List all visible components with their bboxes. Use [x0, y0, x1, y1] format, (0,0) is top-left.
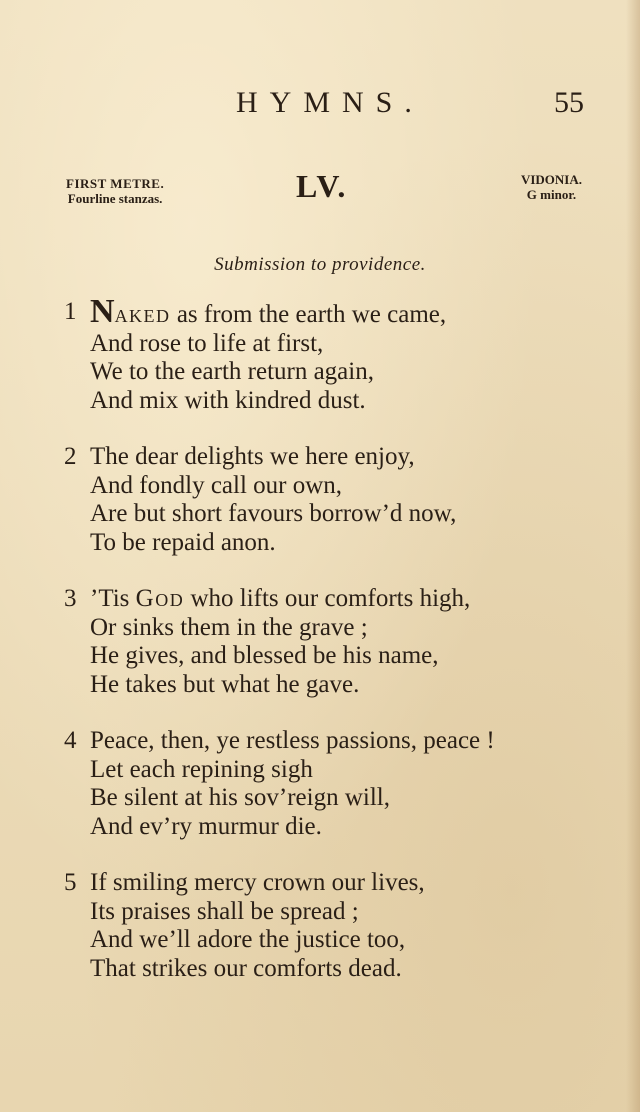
verse-line: We to the earth return again, [90, 358, 374, 385]
verse-line: Or sinks them in the grave ; [90, 613, 368, 641]
stanza [64, 585, 584, 699]
page-number: 55 [554, 86, 584, 119]
verse-line: Let each repining sigh [90, 755, 313, 783]
stanza-number: 3 [64, 585, 77, 612]
verse-line: If smiling mercy crown our lives, [90, 869, 425, 896]
verse-line: The dear delights we here enjoy, [90, 443, 415, 470]
running-head [0, 86, 640, 126]
metre-block [66, 176, 164, 206]
verse-text: ’Tis [90, 585, 136, 612]
stanza-number: 4 [64, 727, 77, 754]
verse-text: as from the earth we came, [170, 301, 447, 328]
small-caps-word: aked [114, 301, 171, 328]
stanza [64, 443, 584, 557]
verse-line: And we’ll adore the justice too, [90, 926, 406, 953]
verse-text: who lifts our comforts high, [184, 585, 471, 612]
verse-line: He takes but what he gave. [90, 670, 360, 698]
stanza-list [64, 293, 584, 1011]
hymn-number: LV. [296, 168, 348, 204]
verse-line: He gives, and blessed be his name, [90, 642, 439, 669]
verse-line: To be repaid anon. [90, 528, 276, 556]
verse-line: Peace, then, ye restless passions, peace ! [90, 727, 495, 754]
drop-cap: N [90, 293, 115, 330]
stanza [64, 293, 584, 415]
verse-line: Its praises shall be spread ; [90, 897, 359, 925]
metre-label: FIRST METRE. [66, 176, 165, 191]
stanza-form-label: Fourline stanzas. [67, 191, 163, 206]
verse-line: Be silent at his sov’reign will, [90, 784, 390, 811]
verse-line: And ev’ry murmur die. [90, 812, 322, 840]
stanza-number: 2 [64, 443, 77, 470]
small-caps-word: God [135, 585, 185, 612]
stanza [64, 727, 584, 841]
running-head-title: HYMNS. [236, 86, 424, 119]
stanza-number: 1 [64, 298, 77, 325]
verse-line: And mix with kindred dust. [90, 386, 366, 414]
tune-block [521, 172, 582, 202]
tune-name: VIDONIA. [520, 172, 582, 187]
verse-line [90, 293, 584, 330]
verse-line: That strikes our comforts dead. [90, 954, 402, 982]
stanza-number: 5 [64, 869, 77, 896]
page-edge-shadow [626, 0, 640, 1112]
stanza [64, 869, 584, 983]
hymn-subtitle: Submission to providence. [214, 254, 426, 275]
verse-line: And rose to life at first, [90, 329, 324, 357]
verse-line: And fondly call our own, [90, 471, 343, 499]
verse-line: Are but short favours borrow’d now, [90, 500, 457, 527]
verse-line [90, 585, 584, 614]
tune-key: G minor. [526, 187, 577, 202]
